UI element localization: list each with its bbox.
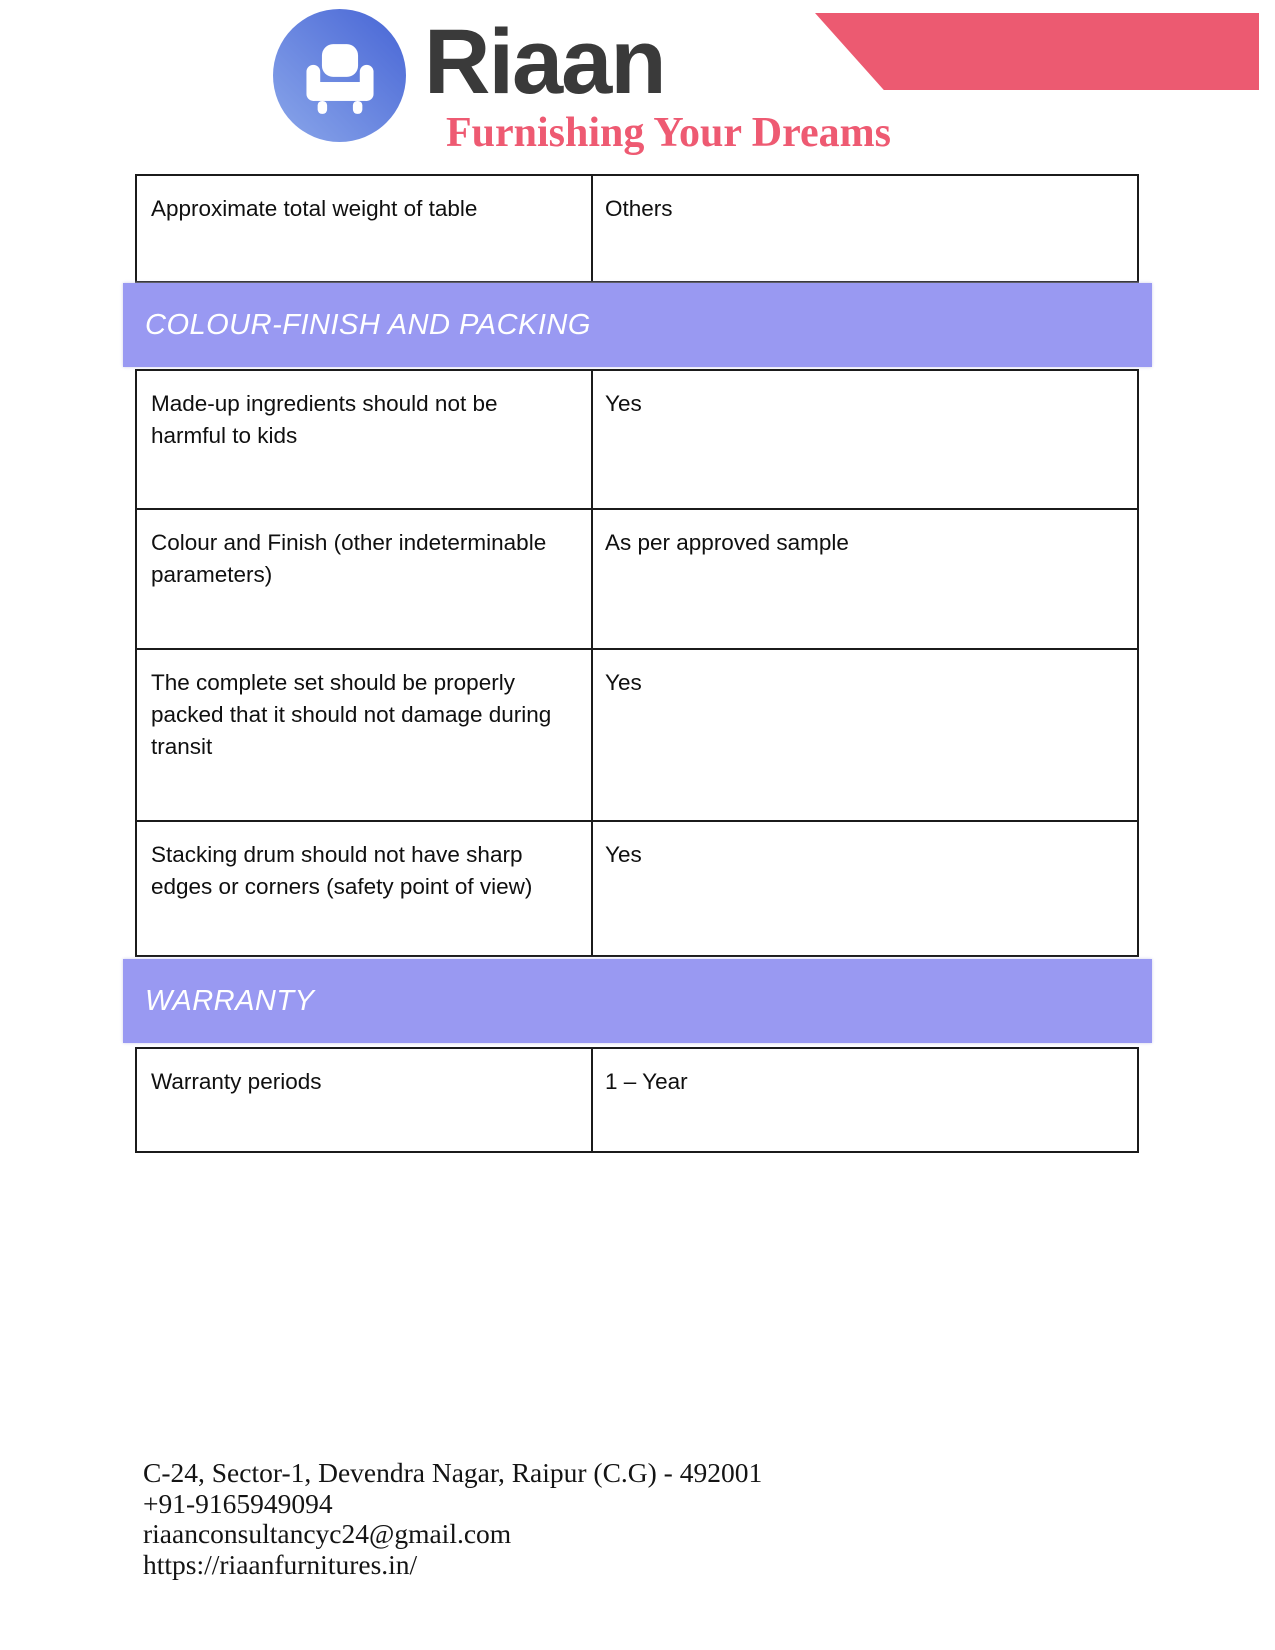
spec-label: Warranty periods xyxy=(137,1049,593,1151)
spec-value: Yes xyxy=(605,391,642,416)
footer-email: riaanconsultancyc24@gmail.com xyxy=(143,1518,512,1549)
spec-value: Yes xyxy=(605,842,642,867)
corner-ribbon xyxy=(815,13,1259,90)
table-row xyxy=(137,820,1137,955)
table-row xyxy=(137,648,1137,820)
spec-value: Others xyxy=(605,196,673,221)
spec-table-top xyxy=(135,174,1139,283)
footer-website: https://riaanfurnitures.in/ xyxy=(143,1548,418,1580)
table-row xyxy=(137,508,1137,648)
brand-name: Riaan xyxy=(424,11,665,113)
table-row xyxy=(137,176,1137,281)
table-row xyxy=(137,371,1137,508)
section-band-colour-finish xyxy=(123,283,1152,367)
section-band-title: WARRANTY xyxy=(145,984,315,1017)
spec-value: Yes xyxy=(605,670,642,695)
footer-contact xyxy=(143,1458,762,1580)
spec-value: As per approved sample xyxy=(605,530,849,555)
footer-phone: +91-9165949094 xyxy=(143,1487,333,1519)
spec-table-warranty xyxy=(135,1047,1139,1153)
spec-value: 1 – Year xyxy=(605,1069,688,1094)
brand-tagline: Furnishing Your Dreams xyxy=(446,110,891,156)
spec-label: Colour and Finish (other indeterminable parameters) xyxy=(137,510,593,648)
brand-logo xyxy=(273,9,406,142)
spec-table-colour-finish xyxy=(135,369,1139,957)
spec-label: Made-up ingredients should not be harmful to kids xyxy=(137,371,593,508)
footer-address: C-24, Sector-1, Devendra Nagar, Raipur (C.G) - 492001 xyxy=(143,1457,763,1488)
spec-label: Approximate total weight of table xyxy=(137,176,593,281)
armchair-icon xyxy=(297,33,383,119)
section-band-title: COLOUR-FINISH AND PACKING xyxy=(145,308,591,341)
section-band-warranty xyxy=(123,959,1152,1043)
spec-label: The complete set should be properly packed that it should not damage during transit xyxy=(137,650,593,820)
spec-label: Stacking drum should not have sharp edges or corners (safety point of view) xyxy=(137,822,593,955)
table-row xyxy=(137,1049,1137,1151)
